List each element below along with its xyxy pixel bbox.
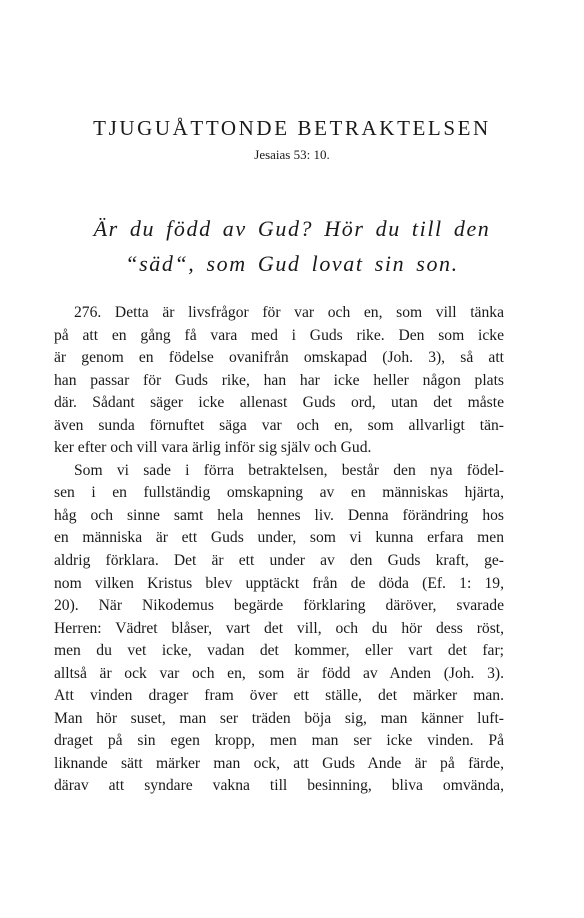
paragraph-line: 276. Detta är livsfrågor för var och en, som vill tänka — [74, 304, 504, 321]
paragraph-line: nom vilken Kristus blev upptäckt från de döda (Ef. 1: 19, — [54, 574, 504, 592]
paragraph-line: aldrig förklara. Det är ett under av den Guds kraft, ge- — [54, 552, 504, 570]
paragraph-line: håg och sinne samt hela hennes liv. Denna förändring hos — [54, 506, 504, 524]
heading-line: Är du född av Gud? Hör du till den — [93, 216, 491, 241]
paragraph-line: Som vi sade i förra betraktelsen, består den nya födel- — [74, 461, 504, 479]
paragraph-line: är genom en födelse ovanifrån omskapad (Joh. 3), så att — [54, 349, 504, 367]
meditation-heading — [0, 211, 584, 281]
paragraph-line: han passar för Guds rike, han har icke heller någon plats — [54, 371, 504, 389]
heading-line: “säd“, som Gud lovat sin son. — [125, 251, 459, 276]
paragraph-line: Att vinden drager fram över ett ställe, det märker man. — [54, 687, 504, 705]
paragraph-line: draget på sin egen kropp, men man ser icke vinden. På — [54, 732, 504, 750]
paragraph-line: även sunda förnuftet säga var och en, som allvarligt tän- — [54, 416, 504, 434]
paragraph-line: sen i en fullständig omskapning av en människas hjärta, — [54, 484, 504, 502]
paragraph-line: men du vet icke, vadan det kommer, eller vart det far; — [54, 642, 504, 660]
paragraph-line: en människa är ett Guds under, som vi kunna erfara men — [54, 529, 504, 547]
paragraph-line: där. Sådant säger icke allenast Guds ord, utan det måste — [54, 394, 504, 412]
paragraph-line: på att en gång få vara med i Guds rike. Den som icke — [54, 326, 504, 344]
paragraph-line: alltså är ock var och en, som är född av Anden (Joh. 3). — [54, 664, 504, 682]
paragraph-line: därav att syndare vakna till besinning, bliva omvända, — [54, 777, 504, 795]
paragraph-line: liknande sätt märker man ock, att Guds Ande är på färde, — [54, 754, 504, 772]
scripture-reference: Jesaias 53: 10. — [254, 147, 330, 162]
body-text — [54, 302, 504, 798]
paragraph-line: Man hör suset, man ser träden böja sig, man känner luft- — [54, 709, 504, 727]
paragraph-line: ker efter och vill vara ärlig inför sig själv och Gud. — [54, 439, 372, 457]
chapter-title: TJUGUÅTTONDE BETRAKTELSEN — [93, 116, 491, 140]
paragraph-line: Herren: Vädret blåser, vart det vill, och du hör dess röst, — [54, 619, 504, 637]
paragraph-line: 20). När Nikodemus begärde förklaring däröver, svarade — [54, 597, 504, 615]
